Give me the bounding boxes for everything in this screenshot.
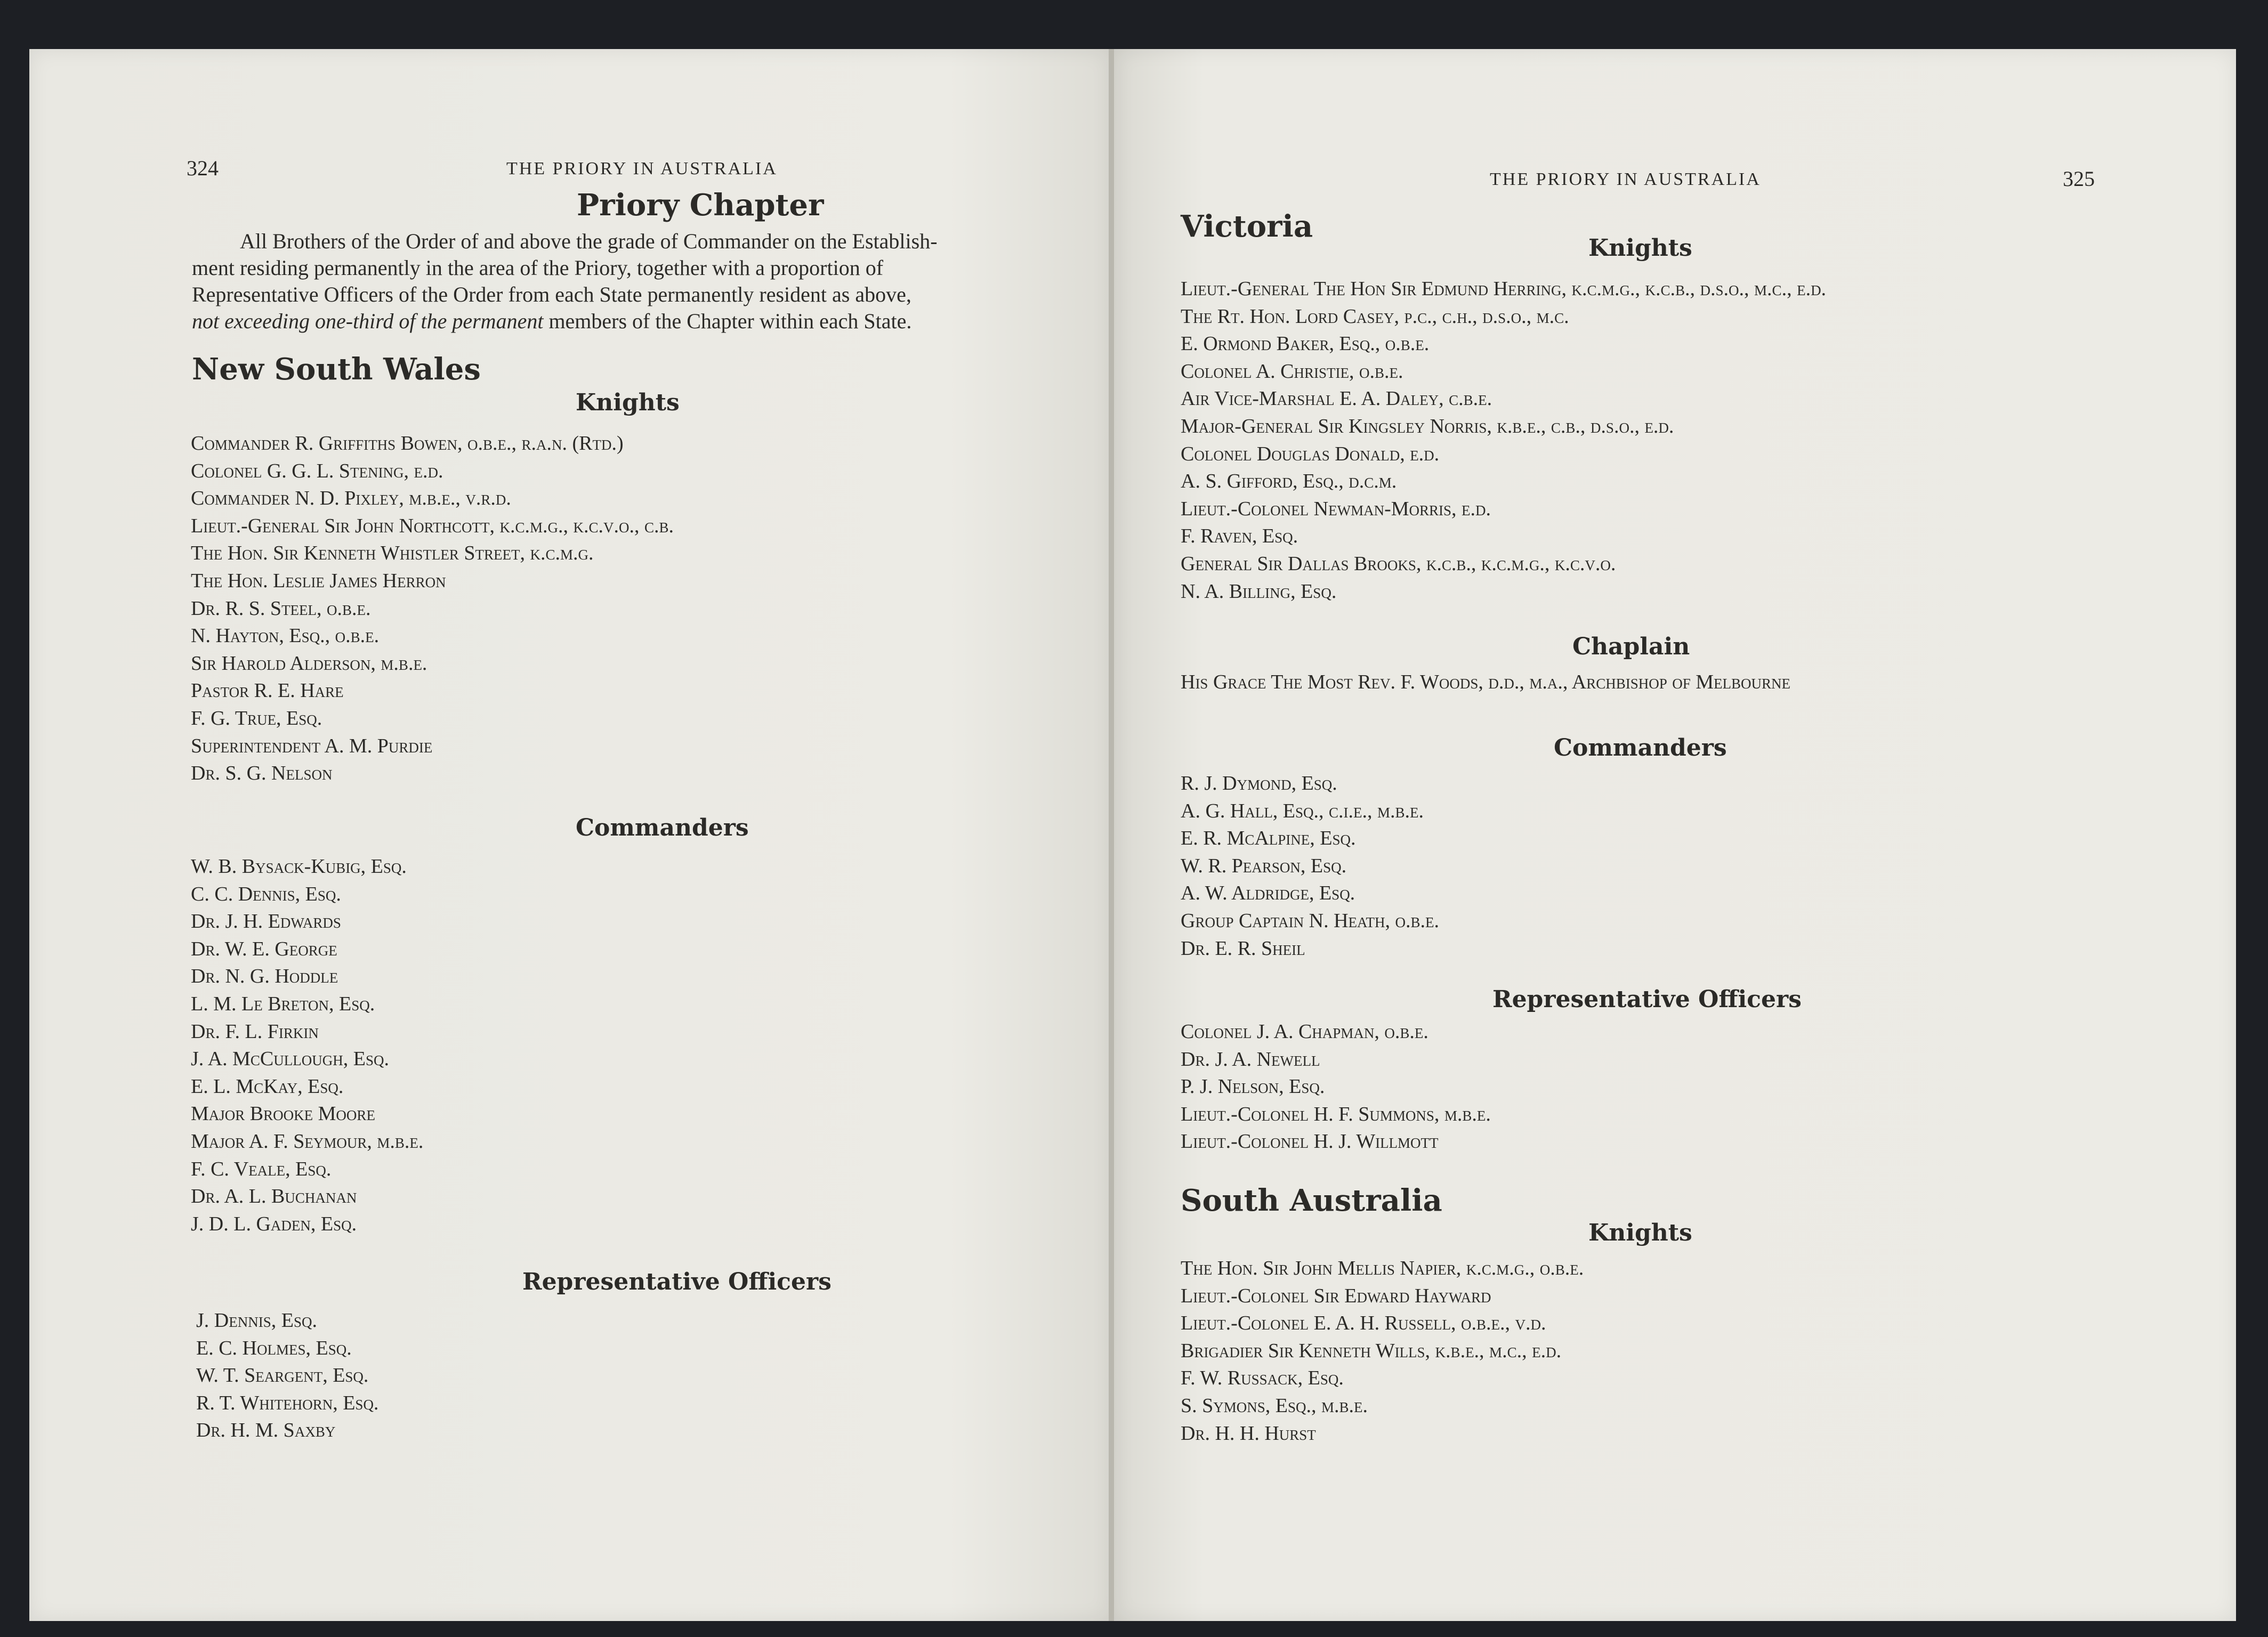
intro-rest: members of the Chapter within each State. <box>543 309 912 333</box>
list-item: E. Ormond Baker, Esq., o.b.e. <box>1181 333 1430 355</box>
chaplain-name: His Grace The Most Rev. F. Woods, d.d., m.a., Archbishop of Melbourne <box>1181 671 1791 693</box>
list-item: R. J. Dymond, Esq. <box>1181 772 1337 795</box>
list-item: P. J. Nelson, Esq. <box>1181 1075 1325 1098</box>
list-item: Superintendent A. M. Purdie <box>191 734 433 757</box>
list-item: R. T. Whitehorn, Esq. <box>196 1391 379 1414</box>
knights-heading-sa: Knights <box>1588 1219 1692 1246</box>
list-item: Dr. S. G. Nelson <box>191 762 333 785</box>
knights-list-sa <box>1181 1257 1584 1449</box>
list-item: Sir Harold Alderson, m.b.e. <box>191 652 427 675</box>
list-item: The Hon. Sir Kenneth Whistler Street, k.c.m.g. <box>191 542 594 565</box>
intro-line-last <box>192 308 1098 335</box>
list-item: A. G. Hall, Esq., c.i.e., m.b.e. <box>1181 799 1424 822</box>
list-item: Commander R. Griffiths Bowen, o.b.e., r.a.n. (Rtd.) <box>191 432 624 455</box>
page-number-left: 324 <box>187 156 219 180</box>
list-item: Colonel J. A. Chapman, o.b.e. <box>1181 1020 1428 1043</box>
list-item: The Hon. Sir John Mellis Napier, k.c.m.g., o.b.e. <box>1181 1257 1584 1279</box>
list-item: L. M. Le Breton, Esq. <box>191 992 375 1015</box>
intro-line: ment residing permanently in the area of the Priory, together with a proportion of <box>192 256 884 280</box>
list-item: Air Vice-Marshal E. A. Daley, c.b.e. <box>1181 387 1492 410</box>
list-item: Colonel Douglas Donald, e.d. <box>1181 442 1440 465</box>
list-item: W. R. Pearson, Esq. <box>1181 854 1347 877</box>
list-item: W. B. Bysack-Kubig, Esq. <box>191 855 407 878</box>
list-item: N. Hayton, Esq., o.b.e. <box>191 625 380 647</box>
list-item: E. C. Holmes, Esq. <box>196 1336 352 1359</box>
intro-line: All Brothers of the Order of and above the grade of Commander on the Establish- <box>240 229 938 253</box>
commanders-heading-nsw: Commanders <box>576 814 749 841</box>
list-item: W. T. Seargent, Esq. <box>196 1364 369 1387</box>
list-item: Group Captain N. Heath, o.b.e. <box>1181 909 1440 932</box>
list-item: Dr. A. L. Buchanan <box>191 1185 357 1208</box>
list-item: Lieut.-General The Hon Sir Edmund Herring, k.c.m.g., k.c.b., d.s.o., m.c., e.d. <box>1181 278 1827 300</box>
commanders-heading-victoria: Commanders <box>1554 734 1727 761</box>
section-title-nsw: New South Wales <box>192 352 481 387</box>
commanders-list-nsw <box>191 855 423 1239</box>
list-item: Dr. J. H. Edwards <box>191 910 341 933</box>
running-head-right: THE PRIORY IN AUSTRALIA <box>1490 169 1761 189</box>
intro-italic: not exceeding one-third of the permanent <box>192 309 544 333</box>
list-item: Major-General Sir Kingsley Norris, k.b.e., c.b., d.s.o., e.d. <box>1181 415 1674 437</box>
list-item: Dr. W. E. George <box>191 937 337 960</box>
intro-line: Representative Officers of the Order from each State permanently resident as above, <box>192 282 911 306</box>
rep-heading-nsw: Representative Officers <box>522 1268 832 1295</box>
list-item: Dr. H. H. Hurst <box>1181 1422 1316 1445</box>
list-item: F. Raven, Esq. <box>1181 525 1298 548</box>
list-item: Lieut.-Colonel H. F. Summons, m.b.e. <box>1181 1103 1491 1125</box>
list-item: A. W. Aldridge, Esq. <box>1181 882 1355 905</box>
rep-list-victoria <box>1181 1020 1491 1157</box>
list-item: Lieut.-Colonel E. A. H. Russell, o.b.e., v.d. <box>1181 1312 1546 1335</box>
list-item: The Rt. Hon. Lord Casey, p.c., c.h., d.s.o., m.c. <box>1181 305 1569 328</box>
section-title-victoria: Victoria <box>1181 209 1313 244</box>
list-item: N. A. Billing, Esq. <box>1181 580 1337 603</box>
list-item: Brigadier Sir Kenneth Wills, k.b.e., m.c., e.d. <box>1181 1339 1562 1362</box>
list-item: Dr. J. A. Newell <box>1181 1048 1320 1071</box>
list-item: Dr. H. M. Saxby <box>196 1419 336 1442</box>
rep-list-nsw <box>196 1309 378 1446</box>
list-item: Lieut.-General Sir John Northcott, k.c.m.g., k.c.v.o., c.b. <box>191 514 674 537</box>
list-item: Commander N. D. Pixley, m.b.e., v.r.d. <box>191 487 511 510</box>
list-item: J. A. McCullough, Esq. <box>191 1048 389 1071</box>
list-item: F. W. Russack, Esq. <box>1181 1367 1344 1390</box>
intro-paragraph <box>192 228 1098 335</box>
list-item: Lieut.-Colonel Newman-Morris, e.d. <box>1181 497 1491 520</box>
list-item: The Hon. Leslie James Herron <box>191 569 446 592</box>
section-title-south-australia: South Australia <box>1181 1183 1442 1218</box>
list-item: Dr. N. G. Hoddle <box>191 965 338 988</box>
list-item: E. L. McKay, Esq. <box>191 1075 344 1098</box>
list-item: F. C. Veale, Esq. <box>191 1157 332 1180</box>
list-item: J. D. L. Gaden, Esq. <box>191 1212 357 1235</box>
list-item: Dr. E. R. Sheil <box>1181 937 1305 960</box>
list-item: Lieut.-Colonel H. J. Willmott <box>1181 1130 1439 1153</box>
list-item: S. Symons, Esq., m.b.e. <box>1181 1394 1368 1417</box>
list-item: Pastor R. E. Hare <box>191 679 344 702</box>
knights-list-victoria <box>1181 277 1826 607</box>
list-item: Major Brooke Moore <box>191 1103 375 1125</box>
list-item: J. Dennis, Esq. <box>196 1309 317 1332</box>
chapter-title: Priory Chapter <box>577 188 824 223</box>
list-item: A. S. Gifford, Esq., d.c.m. <box>1181 470 1397 493</box>
rep-heading-victoria: Representative Officers <box>1492 986 1802 1013</box>
list-item: Major A. F. Seymour, m.b.e. <box>191 1130 424 1153</box>
list-item: Dr. F. L. Firkin <box>191 1020 319 1043</box>
list-item: Colonel A. Christie, o.b.e. <box>1181 360 1403 383</box>
list-item: Colonel G. G. L. Stening, e.d. <box>191 459 443 482</box>
chaplain-heading: Chaplain <box>1572 633 1690 660</box>
commanders-list-victoria <box>1181 772 1439 964</box>
list-item: F. G. True, Esq. <box>191 707 322 730</box>
list-item: C. C. Dennis, Esq. <box>191 882 341 905</box>
knights-list-nsw <box>191 432 674 789</box>
list-item: Lieut.-Colonel Sir Edward Hayward <box>1181 1284 1491 1307</box>
list-item: E. R. McAlpine, Esq. <box>1181 827 1356 850</box>
page-number-right: 325 <box>2063 167 2095 191</box>
list-item: General Sir Dallas Brooks, k.c.b., k.c.m.g., k.c.v.o. <box>1181 552 1616 575</box>
running-head-left: THE PRIORY IN AUSTRALIA <box>506 159 778 179</box>
knights-heading-nsw: Knights <box>576 389 680 416</box>
knights-heading-victoria: Knights <box>1588 234 1692 262</box>
list-item: Dr. R. S. Steel, o.b.e. <box>191 597 371 620</box>
